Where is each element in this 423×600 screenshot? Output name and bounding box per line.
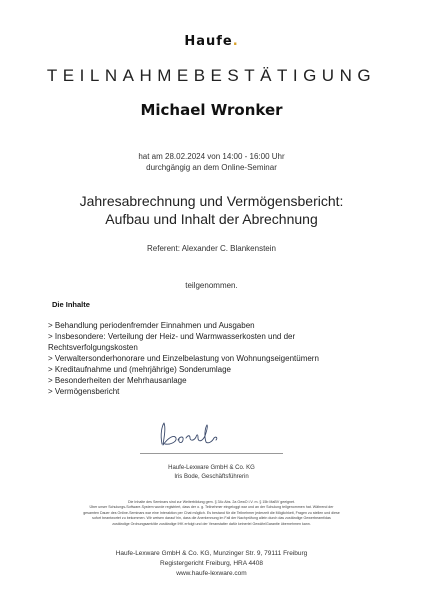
fine-print-line: Über unser Schulungs-Software-System wurde registriert, dass der o. g. Teilnehmer eingeloggt war und an der Schulung teilgenommen hat. Während der (89, 505, 334, 510)
contents-heading: Die Inhalte (52, 300, 90, 309)
seminar-title-line1: Jahresabrechnung und Vermögensbericht: (79, 193, 344, 209)
seminar-title-line2: Aufbau und Inhalt der Abrechnung (105, 211, 318, 227)
footer (0, 549, 423, 579)
fine-print-line: zuständige Ordnungsamt/die zuständige IHK erfolgt und der Veranstalter dafür keinerlei Gewähr/Garantie übernehmen kann. (112, 521, 311, 526)
contents-item: > Verwaltersonderhonorare und Einzelbelastung von Wohnungseigentümern (48, 354, 319, 363)
logo-dot: . (232, 34, 239, 49)
footer-website: www.haufe-lexware.com (176, 570, 247, 577)
signer-name: Iris Bode, Geschäftsführerin (174, 474, 249, 480)
contents-item: > Vermögensbericht (48, 387, 120, 396)
date-block (0, 151, 423, 173)
contents-item: > Behandlung periodenfremder Einnahmen und Ausgaben (48, 321, 255, 330)
mode-line: durchgängig an dem Online-Seminar (146, 163, 277, 172)
fine-print-line: Die Inhalte des Seminars sind zur Weiterbildung gem. § 34c Abs. 2a GewO i.V. m. § 15b MaBV geeignet. (128, 500, 295, 504)
referent-line: Referent: Alexander C. Blankenstein (147, 244, 276, 253)
contents-item: > Besonderheiten der Mehrhausanlage (48, 376, 187, 385)
footer-address: Haufe-Lexware GmbH & Co. KG, Munzinger Str. 9, 79111 Freiburg (115, 550, 308, 557)
contents-list (48, 320, 378, 397)
fine-print-line: sofort beantwortet zu bekommen. Wir weisen darauf hin, dass die Anerkennung im Fall der Nachprüfung allein durch das zuständige Gewerbeamt/das (92, 516, 331, 521)
signer-company: Haufe-Lexware GmbH & Co. KG (168, 465, 255, 471)
footer-register: Registergericht Freiburg, HRA 4408 (160, 560, 263, 567)
signature-line (140, 453, 283, 454)
seminar-title (0, 192, 423, 228)
fine-print (40, 500, 383, 527)
participated-line: teilgenommen. (185, 281, 238, 290)
signature-image (150, 418, 250, 452)
logo-text: Haufe (184, 34, 233, 49)
date-line: hat am 28.02.2024 von 14:00 - 16:00 Uhr (138, 152, 285, 161)
contents-item: Rechtsverfolgungskosten (48, 343, 138, 352)
haufe-logo (0, 34, 423, 49)
contents-item: > Insbesondere: Verteilung der Heiz- und Warmwasserkosten und der (48, 332, 296, 341)
contents-item: > Kreditaufnahme und (mehrjährige) Sonderumlage (48, 365, 231, 374)
certificate-title: TEILNAHMEBESTÄTIGUNG (46, 66, 377, 85)
fine-print-line: gesamten Dauer des Online-Seminars war eine Interaktion per Chat möglich. Es bestand für die Teilnehmer jederzeit die Möglichkeit, Fragen zu stellen und diese (83, 510, 340, 515)
signer-block (0, 464, 423, 482)
participant-name: Michael Wronker (140, 101, 283, 119)
